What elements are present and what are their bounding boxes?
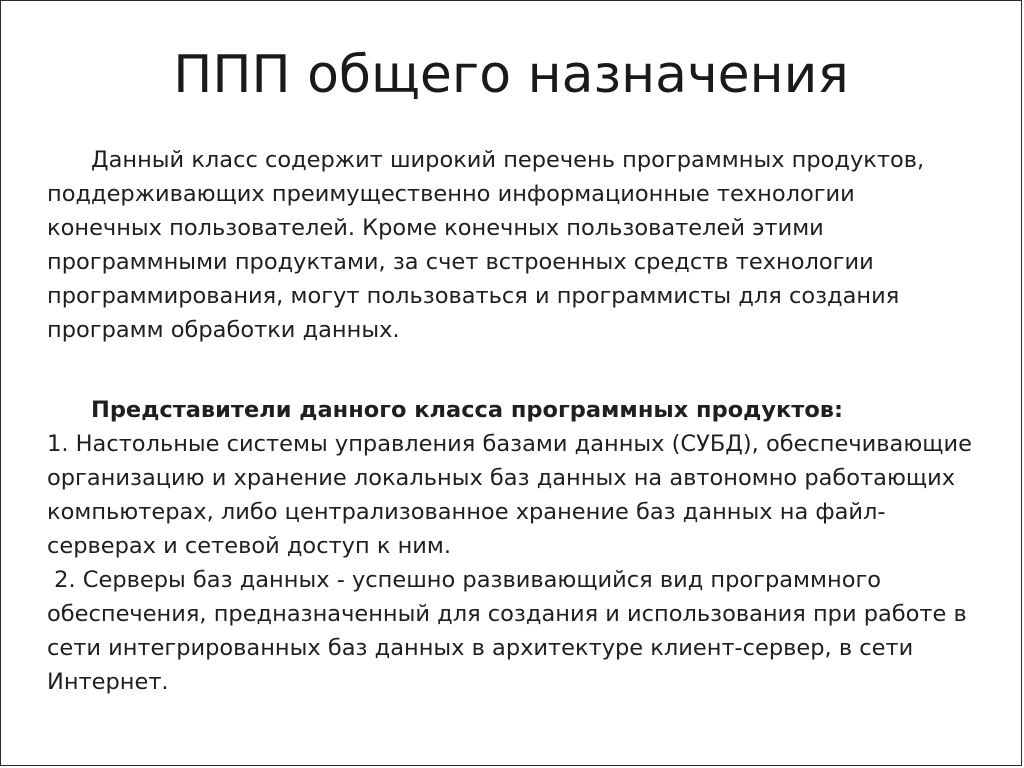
section-heading: Представители данного класса программных продуктов: (91, 397, 844, 423)
list-item-line: Интернет. (47, 669, 169, 695)
intro-line: программ обработки данных. (47, 317, 400, 343)
list-item-line: обеспечения, предназначенный для создания и использования при работе в (47, 601, 967, 627)
list-item-line: 2. Серверы баз данных - успешно развивающийся вид программного (47, 567, 882, 593)
intro-line: конечных пользователей. Кроме конечных пользователей этими (47, 215, 824, 241)
list-item-line: компьютерах, либо централизованное хранение баз данных на файл- (47, 499, 886, 525)
intro-line: Данный класс содержит широкий перечень программных продуктов, (91, 147, 925, 173)
list-item-1 (47, 427, 1007, 563)
list-item-line: сети интегрированных баз данных в архитектуре клиент-сервер, в сети (47, 635, 914, 661)
intro-line: программирования, могут пользоваться и программисты для создания (47, 283, 900, 309)
intro-line: программными продуктами, за счет встроенных средств технологии (47, 249, 874, 275)
list-item-2 (47, 563, 1007, 699)
list-item-line: серверах и сетевой доступ к ним. (47, 533, 452, 559)
slide-body (47, 143, 1007, 699)
intro-paragraph (47, 143, 1007, 347)
paragraph-spacer (47, 347, 1007, 393)
list-item-line: 1. Настольные системы управления базами данных (СУБД), обеспечивающие (47, 431, 972, 457)
intro-line: поддерживающих преимущественно информационные технологии (47, 181, 855, 207)
slide-title: ППП общего назначения (173, 45, 849, 105)
list-item-line: организацию и хранение локальных баз данных на автономно работающих (47, 465, 956, 491)
